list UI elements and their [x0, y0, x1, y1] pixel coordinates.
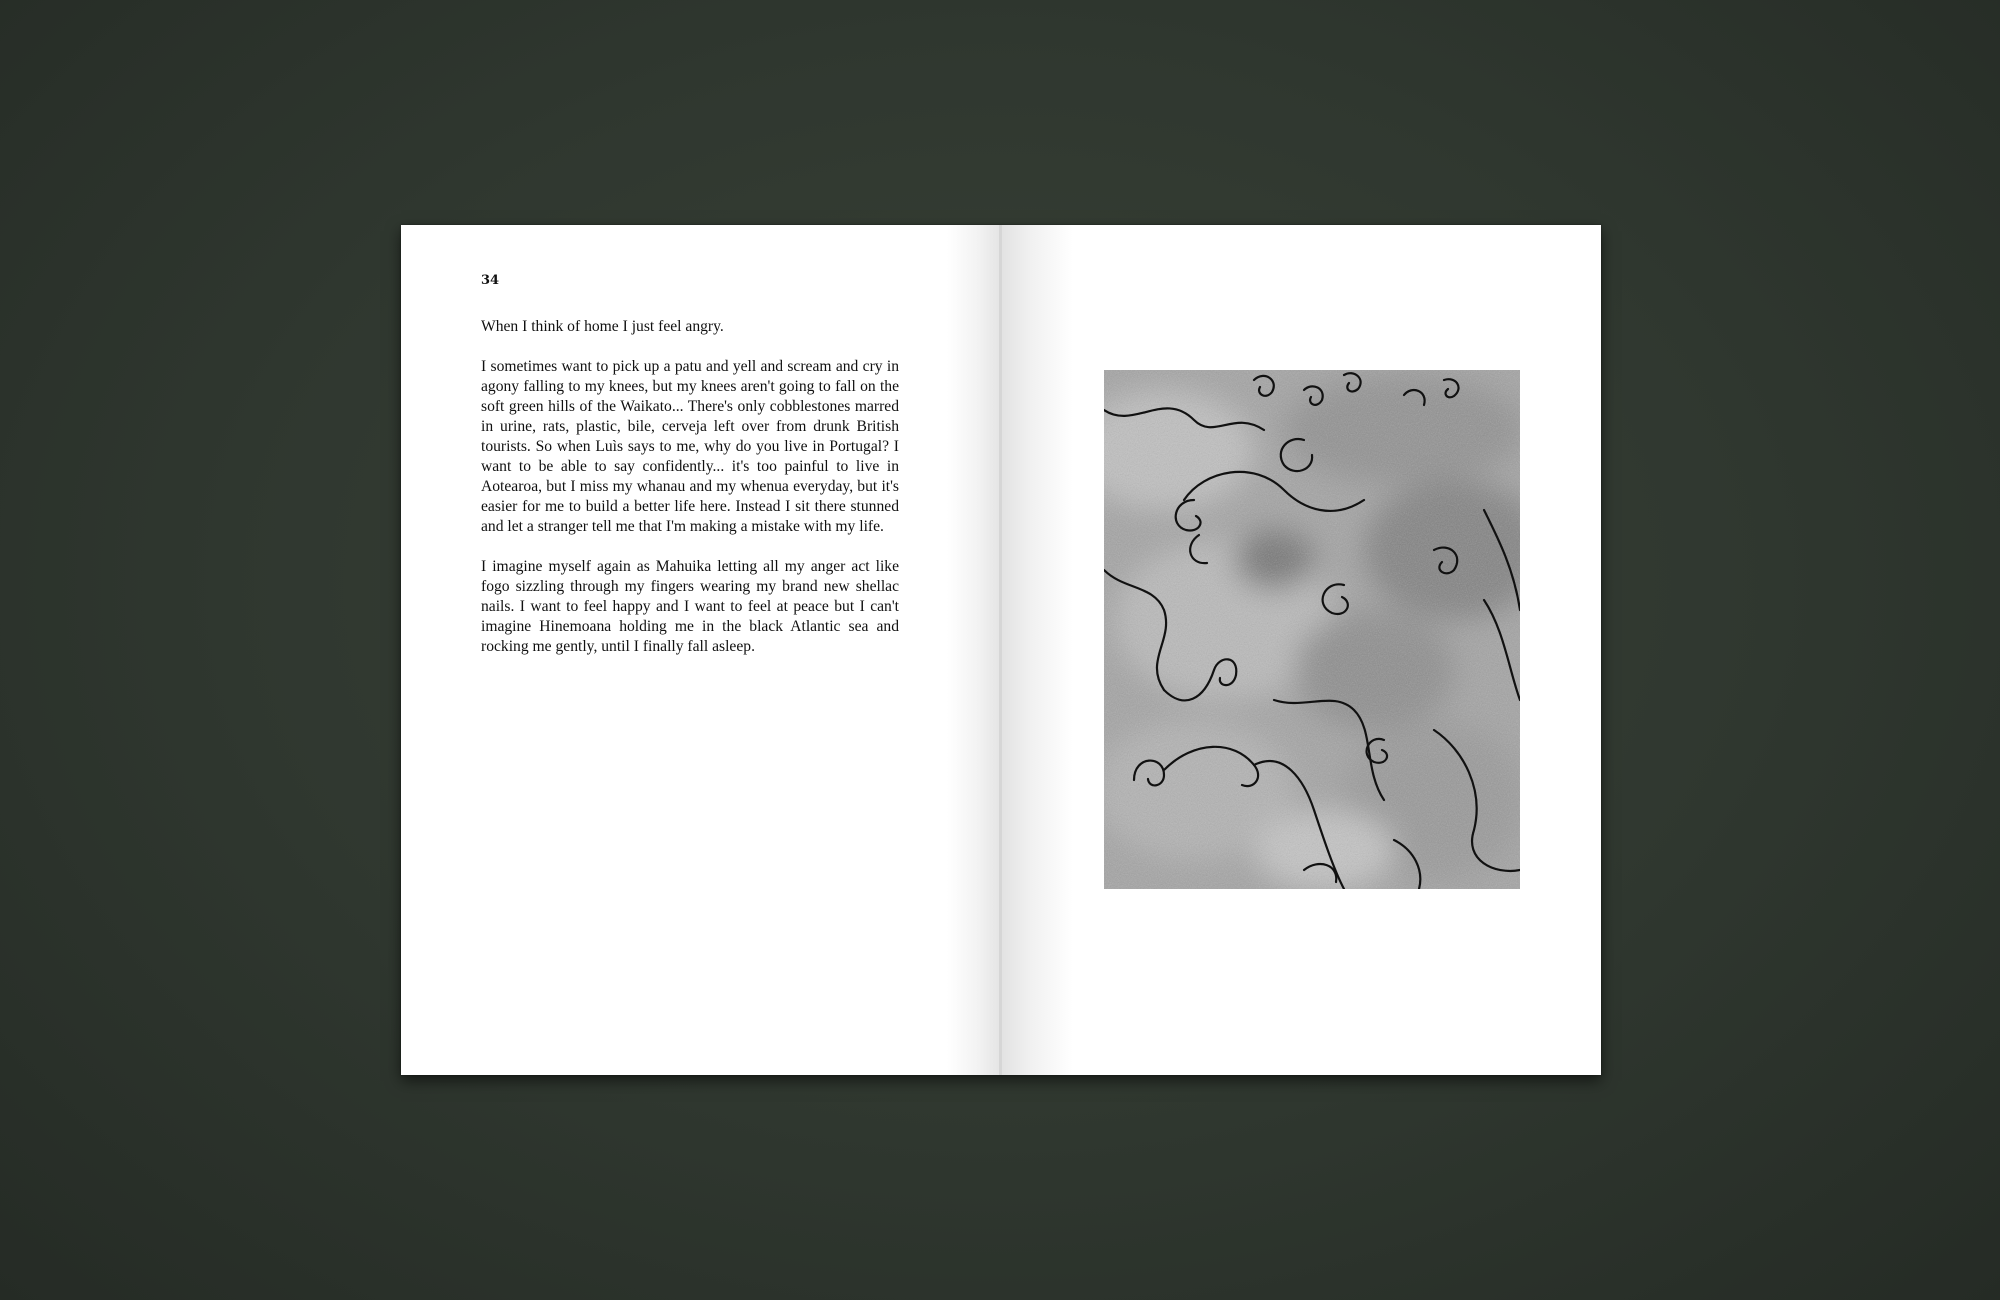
book-spread: [401, 225, 1601, 1075]
embroidered-fabric-photo: [1104, 370, 1520, 889]
paragraph-1: When I think of home I just feel angry.: [481, 318, 724, 335]
left-page: [401, 225, 1001, 1075]
book-gutter: [999, 225, 1002, 1075]
body-text: [481, 317, 899, 677]
paragraph-2: I sometimes want to pick up a patu and yell and scream and cry in agony falling to my knees, but my knees aren't going to fall on the soft green hills of the Waikato... There's only cobblestones marred in urine, rats, plastic, bile, cerveja left over from drunk British tourists. So when Luìs says to me, why do you live in Portugal? I want to be able to say confidently... it's too painful to live in Aotearoa, but I miss my whanau and my whenua everyday, but it's easier for me to build a better life here. Instead I sit there stunned and let a stranger tell me that I'm making a mistake with my life.: [481, 358, 899, 535]
paragraph-3: I imagine myself again as Mahuika letting all my anger act like fogo sizzling through my fingers wearing my brand new shellac nails. I want to feel happy and I want to feel at peace but I can't imagine Hinemoana holding me in the black Atlantic sea and rocking me gently, until I finally fall asleep.: [481, 558, 899, 655]
page-number: 34: [481, 273, 500, 288]
